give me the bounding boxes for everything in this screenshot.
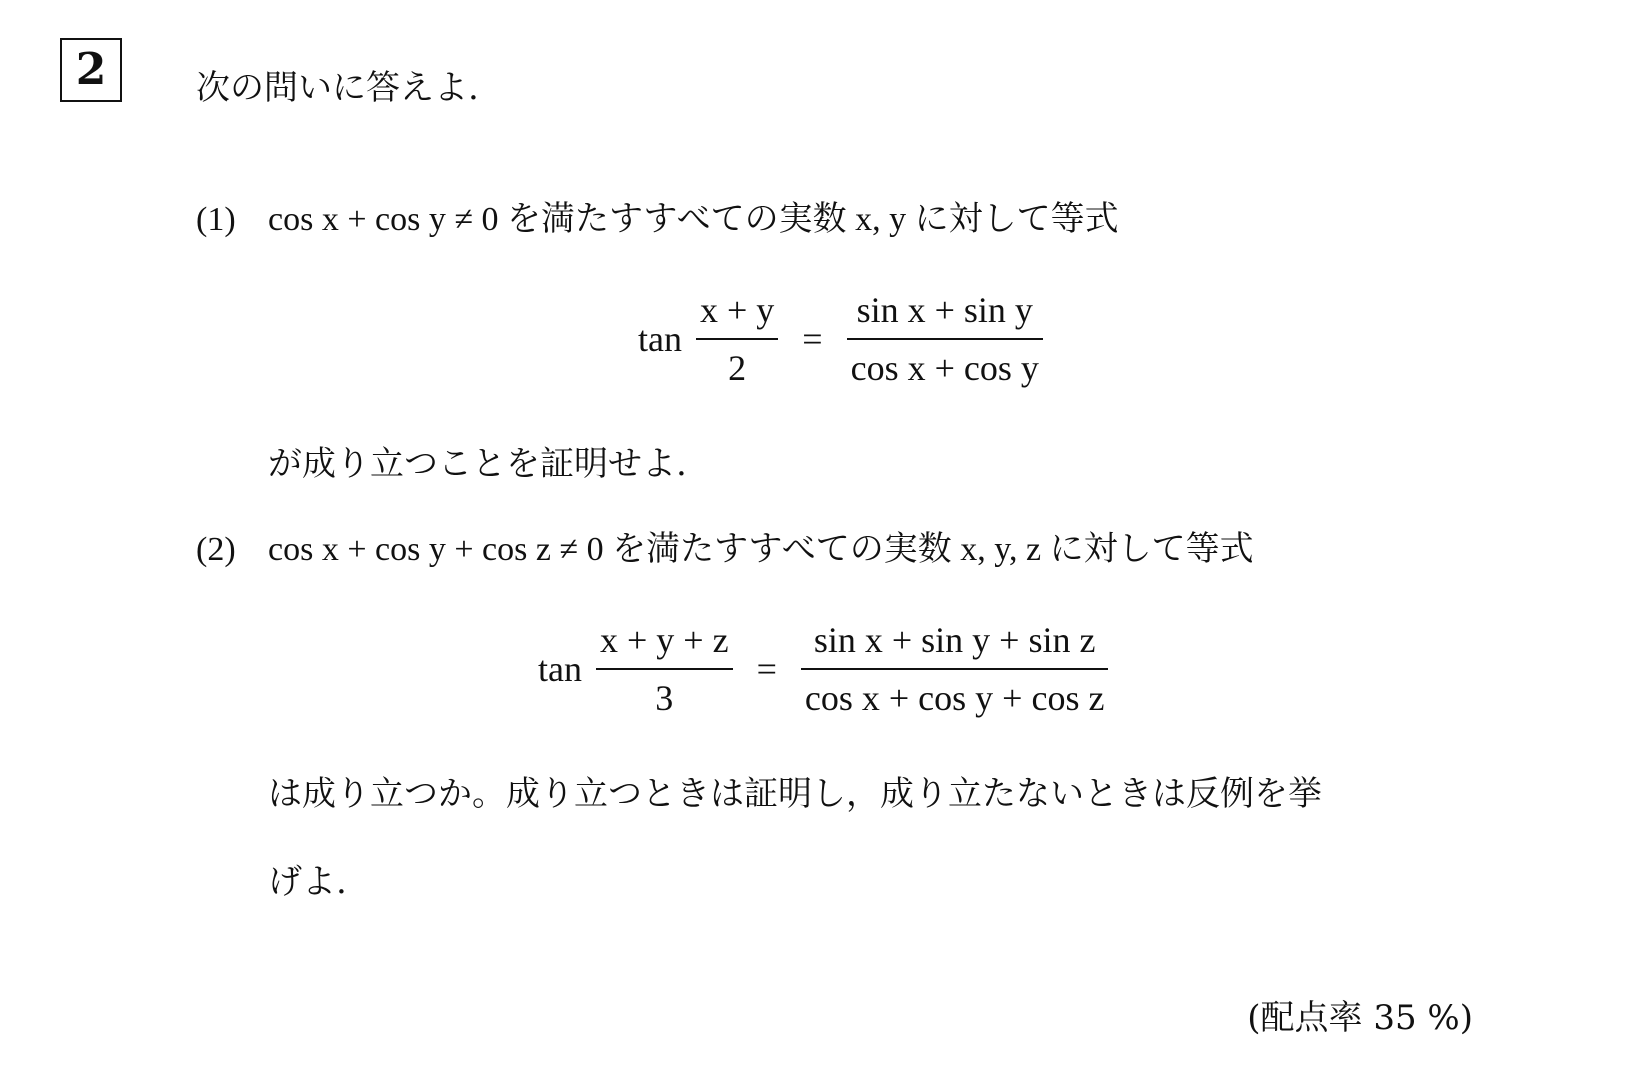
part1-lhs-fraction [696,288,778,390]
instruction: 次の問いに答えよ. [196,68,479,108]
part1-lhs-numerator: x + y [696,288,778,340]
part2-rhs-denominator: cos x + cos y + cos z [804,678,1105,718]
part1-conclusion: が成り立つことを証明せよ. [268,444,687,484]
part2-conclusion-line2: げよ. [268,862,347,902]
part2-formula [538,618,1114,720]
score-note: (配点率 35 %) [1247,998,1473,1038]
part2-lhs-numerator: x + y + z [596,618,733,670]
part1-formula [638,288,1049,390]
part1-lhs-denominator: 2 [728,348,747,388]
part2-equals: = [756,649,777,689]
part2-label: (2) [196,531,236,568]
part2-rhs-numerator: sin x + sin y + sin z [801,618,1109,670]
part2-lhs-fraction [596,618,733,720]
problem-number: 2 [60,38,122,102]
part2-rhs-fraction [801,618,1109,720]
part1-rhs-fraction [847,288,1043,390]
part1-lhs-fn: tan [638,319,682,359]
part1-rhs-denominator: cos x + cos y [850,348,1039,388]
part2-conclusion-line1: は成り立つか。成り立つときは証明し，成り立たないときは反例を挙 [268,774,1322,814]
part1-label: (1) [196,201,236,238]
part1-equals: = [802,319,823,359]
part1-condition: cos x + cos y ≠ 0 を満たすすべての実数 x, y に対して等式 [268,201,1119,238]
part2-lhs-fn: tan [538,649,582,689]
part2-lhs-denominator: 3 [655,678,674,718]
part1-rhs-numerator: sin x + sin y [847,288,1043,340]
part2-condition: cos x + cos y + cos z ≠ 0 を満たすすべての実数 x, y, z に対して等式 [268,531,1254,568]
